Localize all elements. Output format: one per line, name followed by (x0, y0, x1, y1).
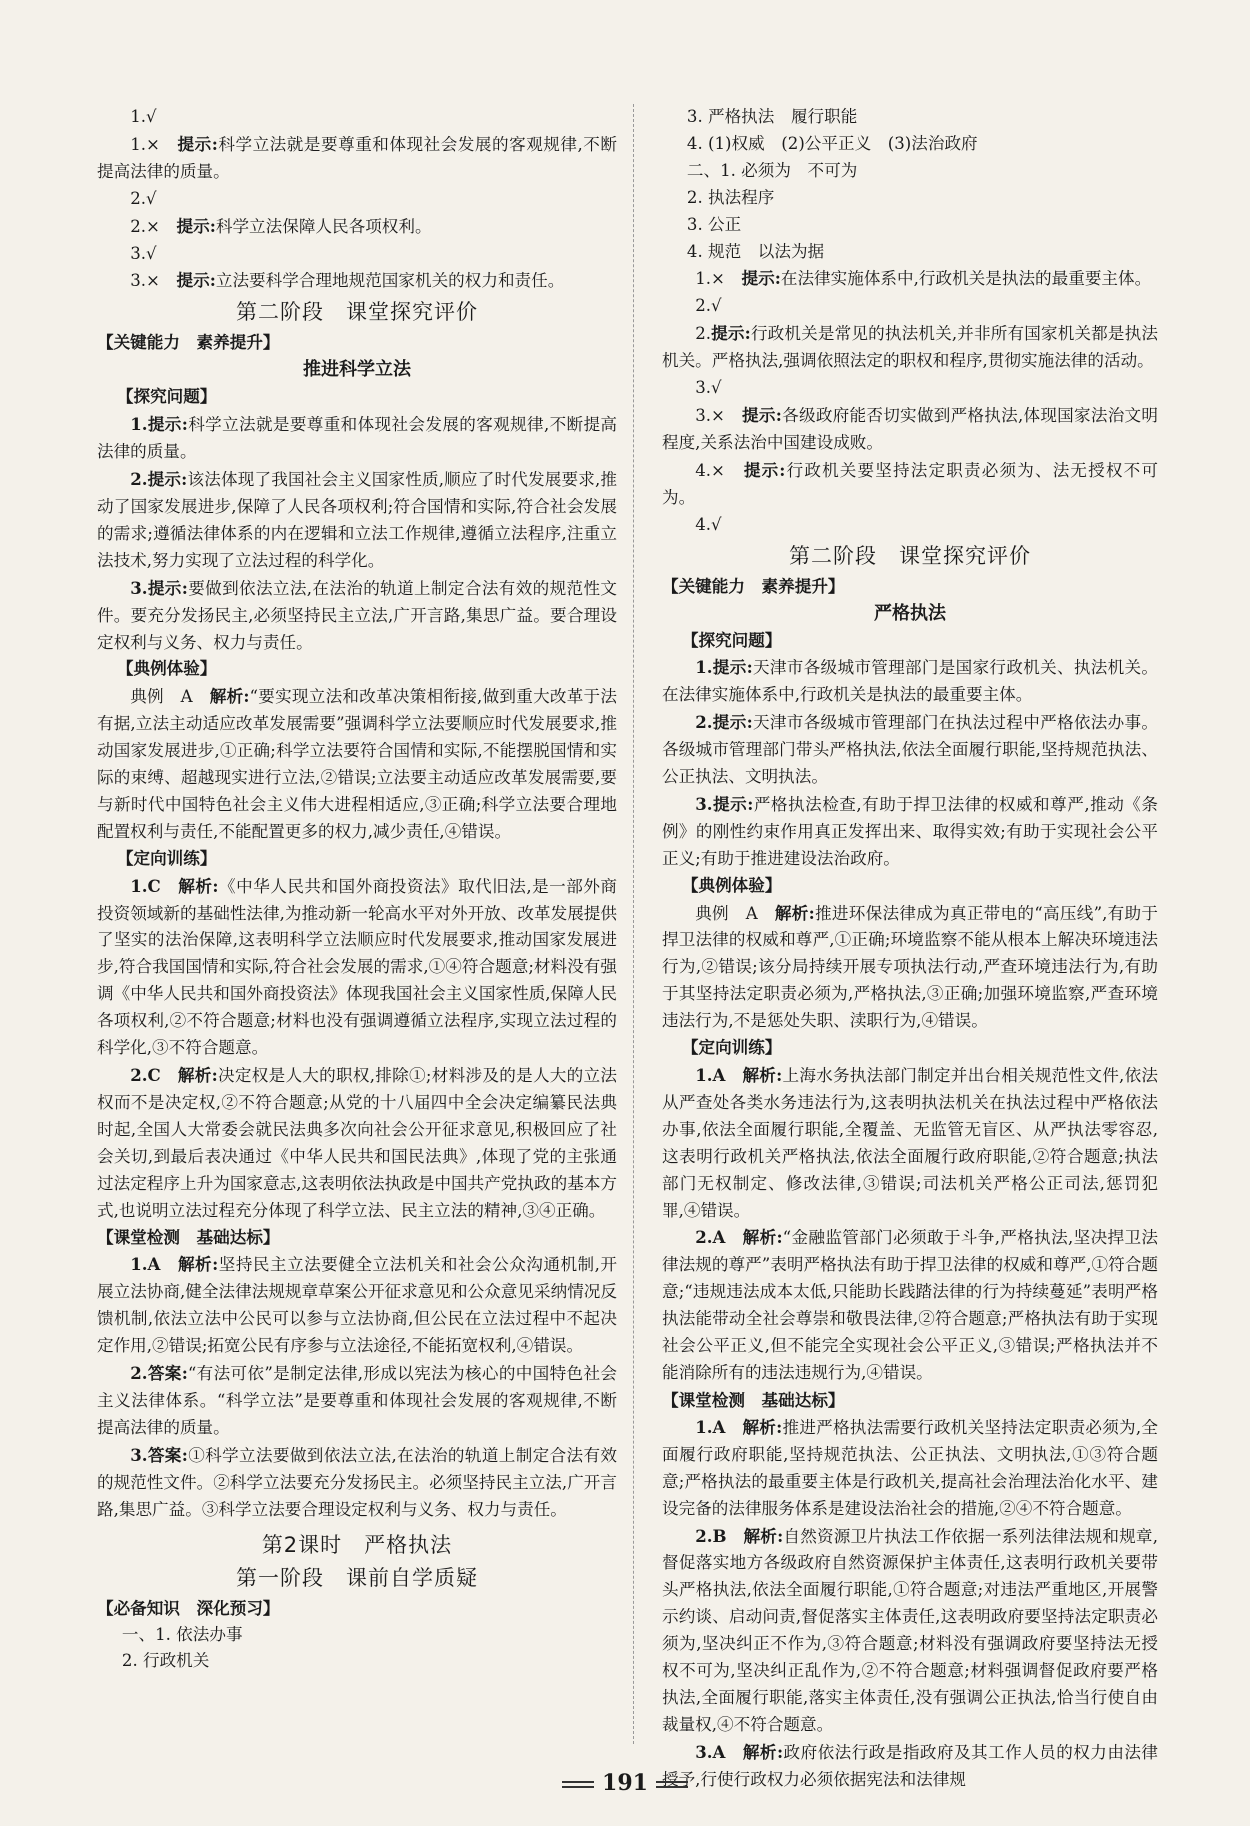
answer-line: 一、1. 依法办事 (121, 1624, 243, 1644)
section-bar: 【关键能力 素养提升】 (662, 576, 845, 596)
page-number-rule-right (656, 1781, 688, 1788)
topic-heading: 严格执法 (874, 602, 946, 624)
answer-line: 3.× 提示:各级政府能否切实做到严格执法,体现国家法治文明程度,关系法治中国建设成败。 (662, 404, 1159, 452)
answer-line: 1.√ (130, 107, 157, 126)
sub-tag: 【定向训练】 (116, 848, 217, 868)
sub-tag: 【探究问题】 (681, 630, 782, 650)
paragraph: 2.B 解析:自然资源卫片执法工作依据一系列法律法规和规章,督促落实地方各级政府自然资源保护主体责任,这表明行政机关要带头严格执法,依法全面履行职能,①符合题意;对违法严重地区,开展警示约谈、启动问责,督促落实主体责任,这表明政府要坚持法定职责必须为,坚决纠正不作为,③符合题意;材料没有强调政府要坚持法无授权不可为,坚决纠正乱作为,②不符合题意;材料强调督促政府要严格执法,全面履行职能,落实主体责任,没有强调公正执法,恰当行使自由裁量权,④不符合题意。 (662, 1525, 1158, 1734)
section-bar: 【必备知识 深化预习】 (97, 1598, 280, 1618)
answer-line: 3. 公正 (686, 214, 742, 234)
answer-line: 3.× 提示:立法要科学合理地规范国家机关的权力和责任。 (130, 270, 565, 291)
answer-line: 2.√ (130, 188, 157, 208)
answer-line: 二、1. 必须为 不可为 (686, 160, 858, 180)
paragraph: 典例 A 解析:推进环保法律成为真正带电的“高压线”,有助于捍卫法律的权威和尊严,①正确;环境监察不能从根本上解决环境违法行为,②错误;该分局持续开展专项执法行动,严查环境违法行为,有助于其坚持法定职责必须为,严格执法,③正确;加强环境监察,严查环境违法行为,不是惩处失职、渎职行为,④错误。 (662, 902, 1158, 1031)
answer-line: 4. 规范 以法为据 (686, 241, 825, 261)
sub-tag: 【典例体验】 (116, 659, 217, 679)
paragraph: 1.C 解析:《中华人民共和国外商投资法》取代旧法,是一部外商投资领域新的基础性法律,为推动新一轮高水平对外开放、改革发展提供了坚实的法治保障,这表明科学立法顺应时代发展要求,推动国家发展进步,符合我国国情和实际,符合社会发展的需求,①④符合题意;材料没有强调《中华人民共和国外商投资法》体现我国社会主义国家性质,保障人民各项权利,②不符合题意;材料也没有强调遵循立法程序,实现立法过程的科学化,③不符合题意。 (97, 875, 617, 1058)
paragraph: 1.A 解析:上海水务执法部门制定并出台相关规范性文件,依法从严查处各类水务违法行为,这表明执法机关在执法过程中严格依法办事,依法全面履行职能,全覆盖、无监管无盲区、从严执法零容忍,这表明行政机关严格执法,依法全面履行政府职能,②符合题意;执法部门无权制定、修改法律,③错误;司法机关严格公正司法,惩罚犯罪,④错误。 (662, 1065, 1158, 1220)
paragraph: 3.答案:①科学立法要做到依法立法,在法治的轨道上制定合法有效的规范性文件。②科学立法要充分发扬民主。必须坚持民主立法,广开言路,集思广益。③科学立法要合理设定权利与义务、权力与责任。 (97, 1444, 617, 1519)
answer-line: 4.√ (695, 514, 722, 534)
answer-line: 2. 执法程序 (686, 187, 775, 207)
paragraph: 典例 A 解析:“要实现立法和改革决策相衔接,做到重大改革于法有据,立法主动适应改革发展需要”强调科学立法要顺应时代发展要求,推动国家发展进步,①正确;科学立法要符合国情和实际,不能摆脱国情和实际的束缚、超越现实进行立法,②错误;立法要主动适应改革发展需要,要与新时代中国特色社会主义伟大进程相适应,③正确;科学立法要合理地配置权利与责任,不能配置更多的权力,减少责任,④错误。 (97, 686, 617, 841)
column-divider (633, 104, 634, 1744)
topic-heading: 推进科学立法 (303, 359, 411, 381)
answer-line: 2.√ (695, 296, 722, 316)
stage-heading: 第二阶段 课堂探究评价 (236, 300, 478, 325)
paragraph: 3.A 解析:政府依法行政是指政府及其工作人员的权力由法律授予,行使行政权力必须依据宪法和法律规 (662, 1741, 1158, 1789)
paragraph: 1.A 解析:坚持民主立法要健全立法机关和社会公众沟通机制,开展立法协商,健全法律法规规章草案公开征求意见和公众意见采纳情况反馈机制,依法立法中公民可以参与立法协商,但公民在立法过程中不起决定作用,②错误;拓宽公民有序参与立法途径,不能拓宽权利,④错误。 (97, 1254, 617, 1356)
answer-line: 3.√ (130, 243, 157, 263)
section-bar: 【课堂检测 基础达标】 (97, 1228, 280, 1248)
section-bar: 【关键能力 素养提升】 (97, 333, 280, 353)
answer-line: 1.× 提示:在法律实施体系中,行政机关是执法的最重要主体。 (695, 268, 1152, 289)
stage-heading: 第一阶段 课前自学质疑 (236, 1565, 478, 1590)
sub-tag: 【定向训练】 (681, 1038, 782, 1058)
paragraph: 2.C 解析:决定权是人大的职权,排除①;材料涉及的是人大的立法权而不是决定权,②不符合题意;从党的十八届四中全会决定编纂民法典时起,全国人大常委会就民法典多次向社会公开征求意见,积极回应了社会关切,到最后表决通过《中华人民共和国民法典》,体现了党的主张通过法定程序上升为国家意志,这表明依法执政是中国共产党执政的基本方式,也说明立法过程充分体现了科学立法、民主立法的精神,③④正确。 (97, 1065, 617, 1220)
answer-line: 2.× 提示:科学立法保障人民各项权利。 (130, 215, 432, 236)
paragraph: 1.提示:科学立法就是要尊重和体现社会发展的客观规律,不断提高法律的质量。 (97, 414, 617, 462)
answer-line: 1.× 提示:科学立法就是要尊重和体现社会发展的客观规律,不断提高法律的质量。 (97, 133, 617, 181)
answer-line: 2. 行政机关 (121, 1651, 210, 1671)
page-number (0, 1770, 1250, 1796)
answer-line: 4. (1)权威 (2)公平正义 (3)法治政府 (686, 133, 978, 153)
stage-heading: 第二阶段 课堂探究评价 (789, 543, 1031, 568)
section-bar: 【课堂检测 基础达标】 (662, 1390, 845, 1410)
lesson-heading: 第2课时 严格执法 (261, 1532, 453, 1557)
left-column (97, 104, 617, 1675)
sub-tag: 【典例体验】 (681, 875, 782, 895)
page-number-text: 191 (602, 1770, 648, 1796)
paragraph: 3.提示:严格执法检查,有助于捍卫法律的权威和尊严,推动《条例》的刚性约束作用真正发挥出来、取得实效;有助于实现社会公平正义;有助于推进建设法治政府。 (662, 793, 1158, 868)
paragraph: 1.提示:天津市各级城市管理部门是国家行政机关、执法机关。在法律实施体系中,行政机关是执法的最重要主体。 (662, 657, 1158, 705)
sub-tag: 【探究问题】 (116, 387, 217, 407)
paragraph: 3.提示:要做到依法立法,在法治的轨道上制定合法有效的规范性文件。要充分发扬民主,必须坚持民主立法,广开言路,集思广益。要合理设定权利与义务、权力与责任。 (97, 577, 617, 652)
page-number-rule-left (562, 1781, 594, 1788)
paragraph: 2.A 解析:“金融监管部门必须敢于斗争,严格执法,坚决捍卫法律法规的尊严”表明严格执法有助于捍卫法律的权威和尊严,①符合题意;“违规违法成本太低,只能助长践踏法律的行为持续蔓延”表明严格执法能带动全社会尊崇和敬畏法律,②符合题意;严格执法有助于实现社会公平正义,但不能完全实现社会公平正义,③错误;严格执法并不能消除所有的违法违规行为,④错误。 (662, 1227, 1158, 1382)
answer-line: 3. 严格执法 履行职能 (686, 107, 858, 126)
answer-line: 2.提示:行政机关是常见的执法机关,并非所有国家机关都是执法机关。严格执法,强调依照法定的职权和程序,贯彻实施法律的活动。 (662, 323, 1158, 371)
right-column (662, 104, 1158, 1794)
paragraph: 1.A 解析:推进严格执法需要行政机关坚持法定职责必须为,全面履行政府职能,坚持规范执法、公正执法、文明执法,①③符合题意;严格执法的最重要主体是行政机关,提高社会治理法治化水平、建设完备的法律服务体系是建设法治社会的措施,②④不符合题意。 (662, 1416, 1158, 1518)
answer-line: 3.√ (695, 378, 722, 398)
answer-line: 4.× 提示:行政机关要坚持法定职责必须为、法无授权不可为。 (662, 459, 1158, 507)
paragraph: 2.答案:“有法可依”是制定法律,形成以宪法为核心的中国特色社会主义法律体系。“科学立法”是要尊重和体现社会发展的客观规律,不断提高法律的质量。 (97, 1363, 617, 1437)
paragraph: 2.提示:天津市各级城市管理部门在执法过程中严格依法办事。各级城市管理部门带头严格执法,依法全面履行职能,坚持规范执法、公正执法、文明执法。 (662, 712, 1158, 787)
paragraph: 2.提示:该法体现了我国社会主义国家性质,顺应了时代发展要求,推动了国家发展进步,保障了人民各项权利;符合国情和实际,符合社会发展的需求;遵循法律体系的内在逻辑和立法工作规律,遵循立法程序,注重立法技术,努力实现了立法过程的科学化。 (97, 469, 617, 570)
